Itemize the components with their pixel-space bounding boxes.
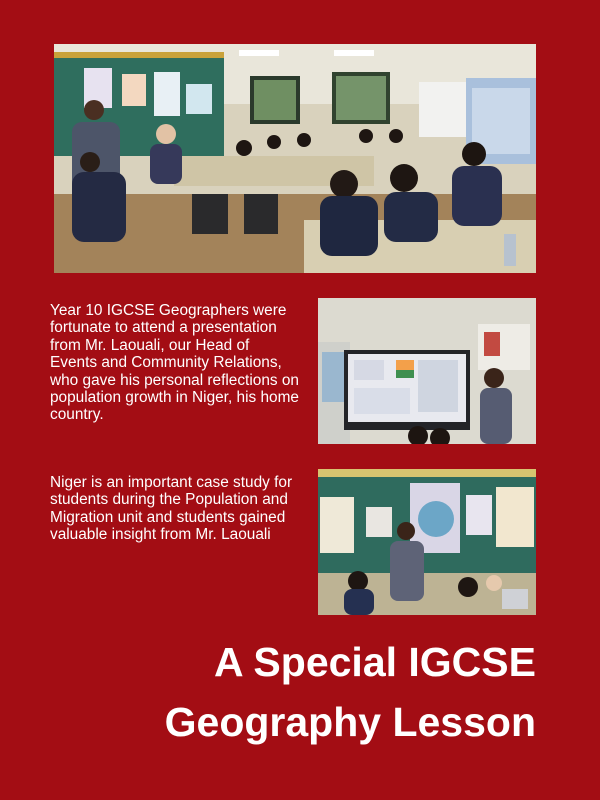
intro-paragraph: Year 10 IGCSE Geographers were fortunate to attend a presentation from Mr. Laouali, our Head of Events and Community Relations, who gave his personal reflections on population growth in Niger, his home country. — [50, 302, 299, 424]
classroom-photo-main — [54, 44, 536, 273]
page-title-line-2: Geography Lesson — [164, 699, 536, 745]
case-study-paragraph: Niger is an important case study for students during the Population and Migration unit and students gained valuable insight from Mr. Laouali — [50, 474, 293, 544]
page-title-line-1: A Special IGCSE — [213, 639, 536, 685]
speaker-photo — [318, 469, 536, 615]
presentation-photo — [318, 298, 536, 444]
